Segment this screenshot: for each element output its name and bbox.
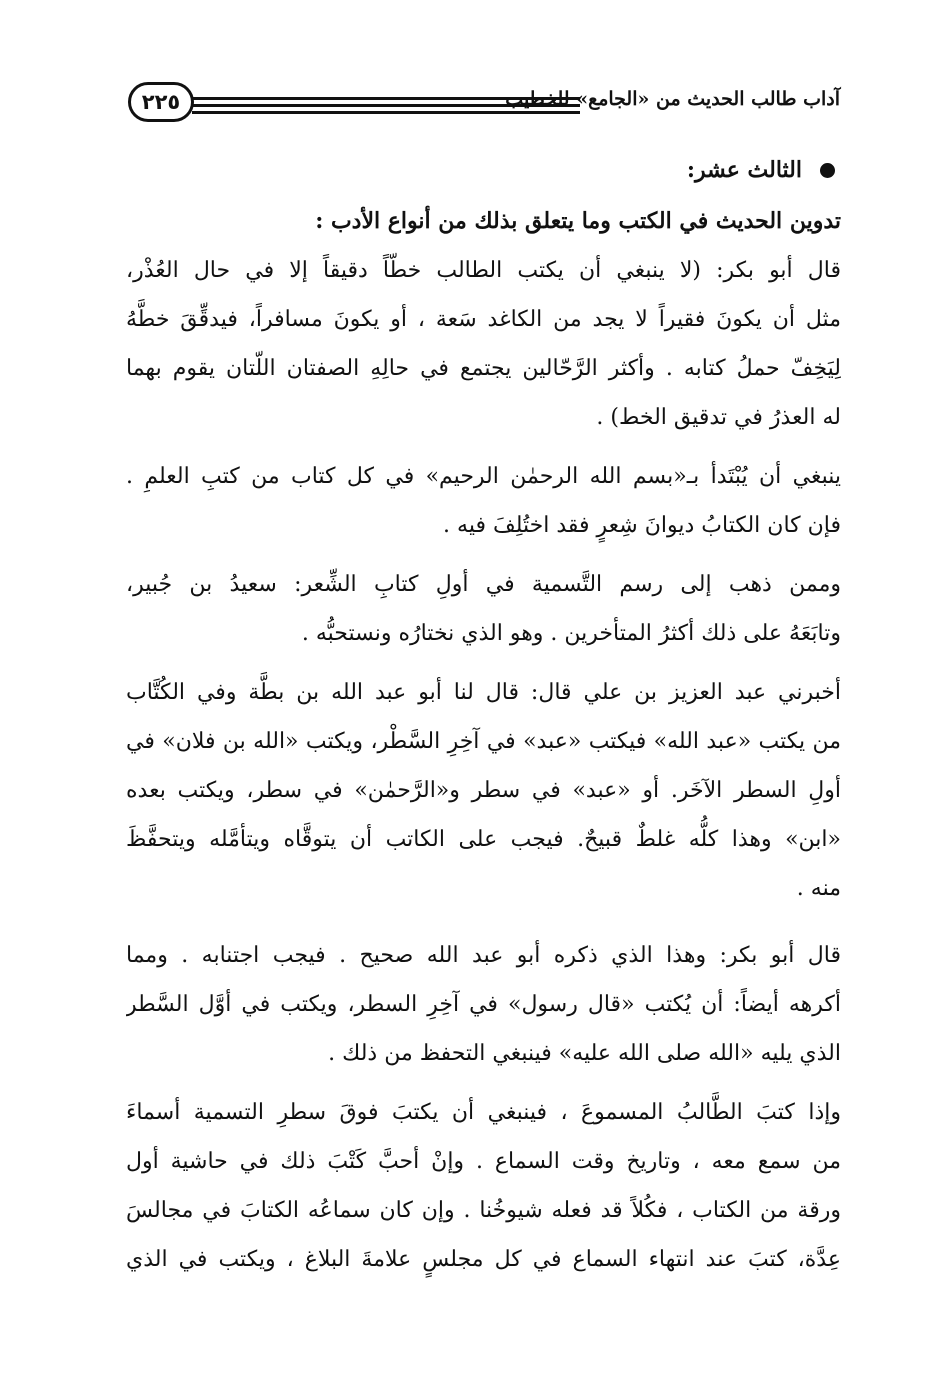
paragraph bbox=[126, 246, 841, 442]
text-line: وإذا كتبَ الطَّالبُ المسموعَ ، فينبغي أن يكتبَ فوقَ سطرِ التسمية أسماءَ bbox=[126, 1100, 841, 1125]
text-line: قال أبو بكر: وهذا الذي ذكره أبو عبد الله صحيح . فيجب اجتنابه . ومما bbox=[126, 943, 841, 968]
paragraph bbox=[126, 560, 841, 658]
paragraph bbox=[126, 1088, 841, 1284]
text-line: أخبرني عبد العزيز بن علي قال: قال لنا أبو عبد الله بن بطَّة وفي الكُتَّاب bbox=[126, 680, 841, 705]
page-header bbox=[128, 78, 840, 130]
paragraph bbox=[126, 931, 841, 1078]
text-line: مثل أن يكونَ فقيراً لا يجد من الكاغد سَعة ، أو يكونَ مسافراً، فيدقِّقَ خطَّهُ bbox=[126, 307, 841, 332]
text-line: الذي يليه «الله صلى الله عليه» فينبغي التحفظ من ذلك . bbox=[328, 1041, 841, 1066]
paragraph bbox=[126, 668, 841, 913]
text-line: أكرهه أيضاً: أن يُكتب «قال رسول» في آخِرِ السطر، ويكتب في أوَّل السَّطر bbox=[126, 992, 841, 1017]
section-heading-text: الثالث عشر: bbox=[686, 157, 802, 183]
page-number: ٢٢٥ bbox=[141, 90, 181, 114]
text-line: فإن كان الكتابُ ديوانَ شِعرٍ فقد اختُلِفَ فيه . bbox=[443, 513, 841, 538]
paragraph bbox=[126, 452, 841, 550]
bullet-icon bbox=[820, 163, 835, 178]
section-heading bbox=[126, 148, 841, 192]
running-title: آداب طالب الحديث من «الجامع» للخطيب bbox=[505, 88, 840, 110]
text-line: قال أبو بكر: (لا ينبغي أن يكتب الطالب خطّاً دقيقاً إلا في حال العُذْر، bbox=[126, 258, 841, 283]
text-line: منه . bbox=[796, 876, 841, 901]
header-rule bbox=[192, 111, 580, 114]
text-line: «ابن» وهذا كلُّه غلطٌ قبيحٌ. فيجب على الكاتب أن يتوقَّاه ويتأمَّله ويتحفَّظَ bbox=[126, 827, 841, 852]
text-line: أولِ السطر الآخَر. أو «عبد» في سطر و«الرَّحمٰن» في سطر، ويكتب بعده bbox=[126, 778, 841, 803]
page-number-badge bbox=[128, 82, 194, 122]
text-line: وممن ذهب إلى رسم التَّسمية في أولِ كتابِ الشِّعر: سعيدُ بن جُبير، bbox=[126, 572, 841, 597]
section-subheading: تدوين الحديث في الكتب وما يتعلق بذلك من أنواع الأدب : bbox=[315, 208, 841, 234]
text-line: من يكتب «عبد الله» فيكتب «عبد» في آخِرِ السَّطْر، ويكتب «الله بن فلان» في bbox=[126, 729, 841, 754]
text-line: وتابَعَهُ على ذلك أكثرُ المتأخرين . وهو الذي نختارُه ونستحبُّه . bbox=[301, 621, 841, 646]
text-line: عِدَّة، كتبَ عند انتهاء السماع في كل مجلسٍ علامةَ البلاغ ، ويكتب في الذي bbox=[126, 1247, 841, 1272]
text-line: لِيَخِفّ حملُ كتابه . وأكثر الرَّحّالين يجتمع في حالِهِ الصفتان اللّتان يقوم بهما bbox=[126, 356, 841, 381]
text-line: من سمع معه ، وتاريخ وقت السماع . وإنْ أحبَّ كَتْبَ ذلك في حاشية أول bbox=[126, 1149, 841, 1174]
page-content bbox=[126, 148, 841, 1284]
text-line: ورقة من الكتاب ، فكُلاً قد فعله شيوخُنا . وإن كان سماعُه الكتابَ في مجالسَ bbox=[126, 1198, 841, 1223]
text-line: ينبغي أن يُبْتَدأ بـ«بسم الله الرحمٰن الرحيم» في كل كتاب من كتبِ العلمِ . bbox=[126, 464, 841, 489]
text-line: له العذرُ في تدقيق الخط) . bbox=[596, 405, 841, 430]
